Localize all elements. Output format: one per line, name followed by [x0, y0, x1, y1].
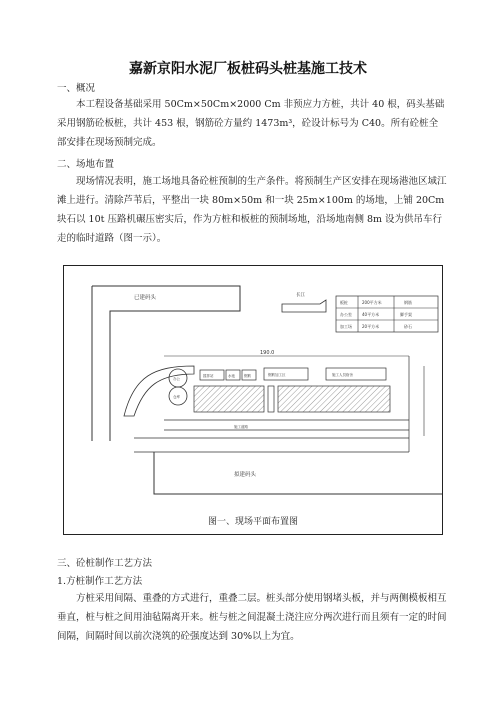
legend-cell: 40平方米 [362, 312, 380, 317]
legend-cell: 200平方米 [362, 300, 382, 305]
site-layout-drawing [64, 266, 442, 534]
label-road: 施工道路 [234, 425, 248, 429]
legend-cell: 20平方米 [362, 324, 380, 329]
legend-cell: 办公室 [340, 312, 352, 317]
figure-caption: 图一、现场平面布置图 [207, 517, 298, 527]
legend-table [336, 296, 438, 332]
label-mixer: 搅拌站 [203, 374, 214, 378]
label-office: 办公 [173, 377, 180, 381]
legend-cell: 加工场 [340, 324, 352, 329]
label-yard1: 钢筋加工区 [268, 373, 286, 377]
label-old-dock: 已建码头 [134, 295, 157, 301]
legend-cell: 钢筋 [404, 300, 412, 305]
label-store: 仓库 [173, 395, 180, 399]
site-layout-figure [63, 265, 443, 535]
document-title: 嘉新京阳水泥厂板桩码头桩基施工技术 [129, 61, 367, 77]
legend-cell: 砂石 [404, 324, 412, 329]
label-yard2: 施工人员宿舍 [332, 373, 353, 377]
section-2-heading: 二、场地布置 [57, 159, 115, 170]
legend-cell: 板桩 [340, 300, 348, 305]
label-dim-top: 190.0 [260, 350, 275, 356]
label-river: 长江 [296, 293, 305, 298]
section-3-heading: 三、砼桩制作工艺方法 [57, 558, 153, 569]
label-tank: 水池 [228, 374, 235, 378]
legend-cell: 脚手架 [400, 312, 412, 317]
section-2-paragraph: 现场情况表明，施工场地具备砼桩预制的生产条件。将预制生产区安排在现场港池区域江滩上进行。清除芦苇后，平整出一块 80m×50m 和一块 25m×100m 的场地，上铺 20Cm 块石以 10t 压路机碾压密实后，作为方桩和板桩的预制场地，沿场地南侧 8m 设为供吊车行走的临时道路（图一示）。 [57, 176, 447, 244]
section-3-paragraph: 方桩采用间隔、重叠的方式进行，重叠二层。桩头部分使用钢堵头板，并与两侧模板相互垂直，桩与桩之间用油毡隔离开来。桩与桩之间混凝土浇注应分两次进行而且须有一定的时间间隔，间隔时间以前次浇筑的砼强度达到 30%以上为宜。 [57, 593, 447, 642]
section-3-subheading: 1.方桩制作工艺方法 [57, 576, 143, 587]
section-1-heading: 一、概况 [57, 83, 96, 94]
section-1-paragraph: 本工程设备基础采用 50Cm×50Cm×2000 Cm 非预应力方桩，共计 40 根，码头基础采用钢筋砼板桩，共计 453 根，钢筋砼方量约 1473m³，砼设计标号为 C40。所有砼桩全部安排在现场预制完成。 [57, 99, 445, 148]
label-new-dock: 拟建码头 [234, 472, 257, 478]
label-work: 钢筋 [244, 374, 251, 378]
